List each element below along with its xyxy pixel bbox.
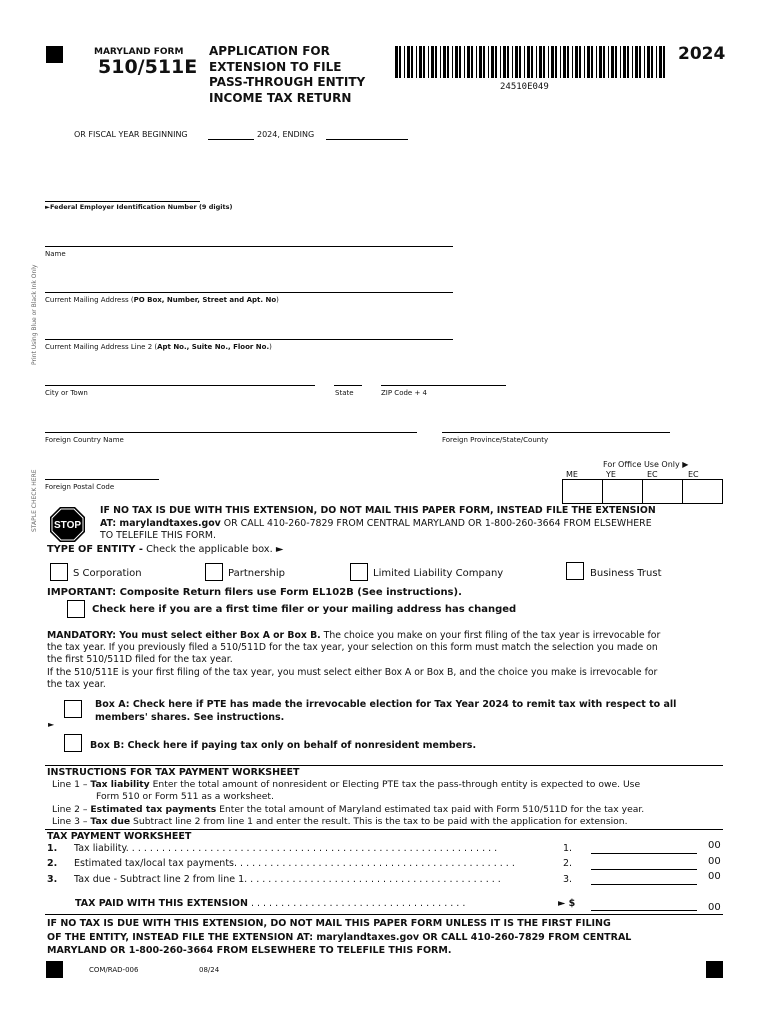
tax-due-cents: 00 — [708, 871, 721, 882]
fiscal-middle-label: 2024, ENDING — [257, 130, 315, 139]
bottom-notice: IF NO TAX IS DUE WITH THIS EXTENSION, DO NOT MAIL THIS PAPER FORM UNLESS IT IS THE FIRST FILING OF THE ENTITY, INSTEAD FILE THE EXTENSION AT: marylandtaxes.gov OR CALL 410-260-7829 FROM CENTRAL MARYLAND OR 1-800-260-3664 FROM ELSEWHERE TO TELEFILE THIS FORM. — [47, 918, 632, 956]
office-col-ec1: EC — [647, 470, 658, 479]
arrow-right-icon: ► — [48, 720, 55, 729]
tax-year: 2024 — [678, 44, 726, 64]
office-cell — [683, 480, 723, 504]
box-a-checkbox[interactable] — [64, 700, 82, 718]
worksheet-line-2: 2. Estimated tax/local tax payments. . . . . . . . . . . . . . . . . . . . . . . . . . . . . . . . . . . . . . . . . . . . . . . — [47, 858, 515, 869]
svg-text:STOP: STOP — [53, 520, 82, 531]
foreign-country-field[interactable] — [45, 432, 417, 433]
office-cell — [563, 480, 603, 504]
state-field[interactable] — [334, 385, 362, 386]
address1-label: Current Mailing Address (PO Box, Number, Street and Apt. No) — [45, 296, 279, 304]
form-label: MARYLAND FORM — [94, 47, 184, 57]
foreign-country-label: Foreign Country Name — [45, 436, 124, 444]
estimated-payments-input[interactable] — [591, 869, 697, 870]
address2-label: Current Mailing Address Line 2 (Apt No., Suite No., Floor No.) — [45, 343, 272, 351]
worksheet-title: TAX PAYMENT WORKSHEET — [47, 831, 192, 842]
form-title: APPLICATION FOR EXTENSION TO FILE PASS-THROUGH ENTITY INCOME TAX RETURN — [209, 44, 366, 105]
address2-field[interactable] — [45, 339, 453, 340]
llc-checkbox[interactable] — [350, 563, 368, 581]
tax-liability-input[interactable] — [591, 853, 697, 854]
worksheet-ref-3: 3. — [563, 874, 573, 885]
divider — [45, 765, 723, 766]
office-col-me: ME — [566, 470, 578, 479]
fiscal-year-label: OR FISCAL YEAR BEGINNING — [74, 130, 188, 139]
estimated-payments-cents: 00 — [708, 856, 721, 867]
partnership-checkbox[interactable] — [205, 563, 223, 581]
foreign-province-label: Foreign Province/State/County — [442, 436, 549, 444]
instructions-title: INSTRUCTIONS FOR TAX PAYMENT WORKSHEET — [47, 767, 300, 778]
entity-type-label: TYPE OF ENTITY - Check the applicable box. ► — [47, 544, 284, 555]
barcode-text: 24510E049 — [500, 82, 549, 92]
worksheet-ref-2: 2. — [563, 858, 573, 869]
mandatory-text: MANDATORY: You must select either Box A or Box B. The choice you make on your first filing of the tax year is irrevocable for the tax year. If you previously filed a 510/511D for the tax year, your selection on this form must match the selection you made on the first 510/511D filed for the tax year. If the 510/511E is your first filing of the tax year, you must select either Box A or Box B, and the choice you make is irrevocable for the tax year. — [47, 630, 661, 690]
box-b-label: Box B: Check here if paying tax only on behalf of nonresident members. — [90, 740, 477, 751]
office-col-ec2: EC — [688, 470, 699, 479]
barcode — [395, 46, 667, 78]
box-a-label: Box A: Check here if PTE has made the irrevocable election for Tax Year 2024 to remit tax with respect to all members' shares. See instructions. — [95, 699, 677, 723]
staple-instruction: STAPLE CHECK HERE — [31, 469, 38, 532]
ink-instruction: Print Using Blue or Black Ink Only — [31, 264, 38, 365]
llc-label: Limited Liability Company — [373, 568, 504, 579]
office-use-label: For Office Use Only ▶ — [603, 460, 689, 469]
worksheet-line-1: 1. Tax liability. . . . . . . . . . . . . . . . . . . . . . . . . . . . . . . . . . . . . . . . . . . . . . . . . . . . . . . . . . . . . . — [47, 843, 498, 854]
fiscal-begin-field[interactable] — [208, 139, 254, 140]
revision-date: 08/24 — [199, 966, 220, 974]
registration-mark-top-left — [46, 46, 63, 63]
name-field[interactable] — [45, 246, 453, 247]
tax-paid-input[interactable] — [591, 910, 697, 911]
city-label: City or Town — [45, 389, 88, 397]
foreign-postal-label: Foreign Postal Code — [45, 483, 115, 491]
first-time-filer-label: Check here if you are a first time filer or your mailing address has changed — [92, 604, 517, 615]
tax-paid-label: TAX PAID WITH THIS EXTENSION . . . . . . . . . . . . . . . . . . . . . . . . . . . . . . . . . . . . — [75, 898, 466, 909]
box-b-checkbox[interactable] — [64, 734, 82, 752]
worksheet-ref-1: 1. — [563, 843, 573, 854]
partnership-label: Partnership — [228, 568, 286, 579]
fein-label: ►Federal Employer Identification Number (9 digits) — [45, 203, 233, 211]
foreign-postal-field[interactable] — [45, 479, 159, 480]
stop-notice: IF NO TAX IS DUE WITH THIS EXTENSION, DO NOT MAIL THIS PAPER FORM, INSTEAD FILE THE EXTENSION AT: marylandtaxes.gov OR CALL 410-260-7829 FROM CENTRAL MARYLAND OR 1-800-260-3664 FROM ELSEWHERE TO TELEFILE THIS FORM. — [100, 505, 656, 541]
divider — [45, 829, 723, 830]
registration-mark-bottom-right — [706, 961, 723, 978]
office-cell — [643, 480, 683, 504]
foreign-province-field[interactable] — [442, 432, 670, 433]
worksheet-line-3: 3. Tax due - Subtract line 2 from line 1. . . . . . . . . . . . . . . . . . . . . . . . . . . . . . . . . . . . . . . . . . . — [47, 874, 501, 885]
office-use-table — [562, 479, 723, 504]
stop-sign-icon — [49, 506, 86, 543]
tax-paid-cents: 00 — [708, 902, 721, 913]
registration-mark-bottom-left — [46, 961, 63, 978]
tax-due-input[interactable] — [591, 884, 697, 885]
tax-liability-cents: 00 — [708, 840, 721, 851]
name-label: Name — [45, 250, 66, 258]
composite-return-note: IMPORTANT: Composite Return filers use Form EL102B (See instructions). — [47, 587, 462, 598]
s-corporation-label: S Corporation — [73, 568, 142, 579]
zip-label: ZIP Code + 4 — [381, 389, 427, 397]
city-field[interactable] — [45, 385, 315, 386]
office-cell — [603, 480, 643, 504]
business-trust-label: Business Trust — [590, 568, 662, 579]
divider — [45, 914, 723, 915]
arrow-right-icon: ► — [45, 203, 50, 211]
form-code: COM/RAD-006 — [89, 966, 139, 974]
zip-field[interactable] — [381, 385, 506, 386]
instructions-body: Line 1 – Tax liability Enter the total amount of nonresident or Electing PTE tax the pass-through entity is expected to owe. Use Form 510 or Form 511 as a worksheet. Line 2 – Estimated tax payments Enter the total amount of Maryland estimated tax paid with Form 510/511D for the tax year. Line 3 – Tax due Subtract line 2 from line 1 and enter the result. This is the tax to be paid with the application for extension. — [52, 779, 645, 828]
first-time-filer-checkbox[interactable] — [67, 600, 85, 618]
triangle-right-icon: ▶ — [682, 460, 689, 469]
s-corporation-checkbox[interactable] — [50, 563, 68, 581]
form-number: 510/511E — [98, 56, 198, 78]
fiscal-end-field[interactable] — [326, 139, 408, 140]
business-trust-checkbox[interactable] — [566, 562, 584, 580]
fein-field[interactable] — [45, 201, 200, 202]
state-label: State — [335, 389, 354, 397]
address1-field[interactable] — [45, 292, 453, 293]
tax-paid-arrow: ► $ — [558, 898, 576, 909]
office-col-ye: YE — [606, 470, 616, 479]
